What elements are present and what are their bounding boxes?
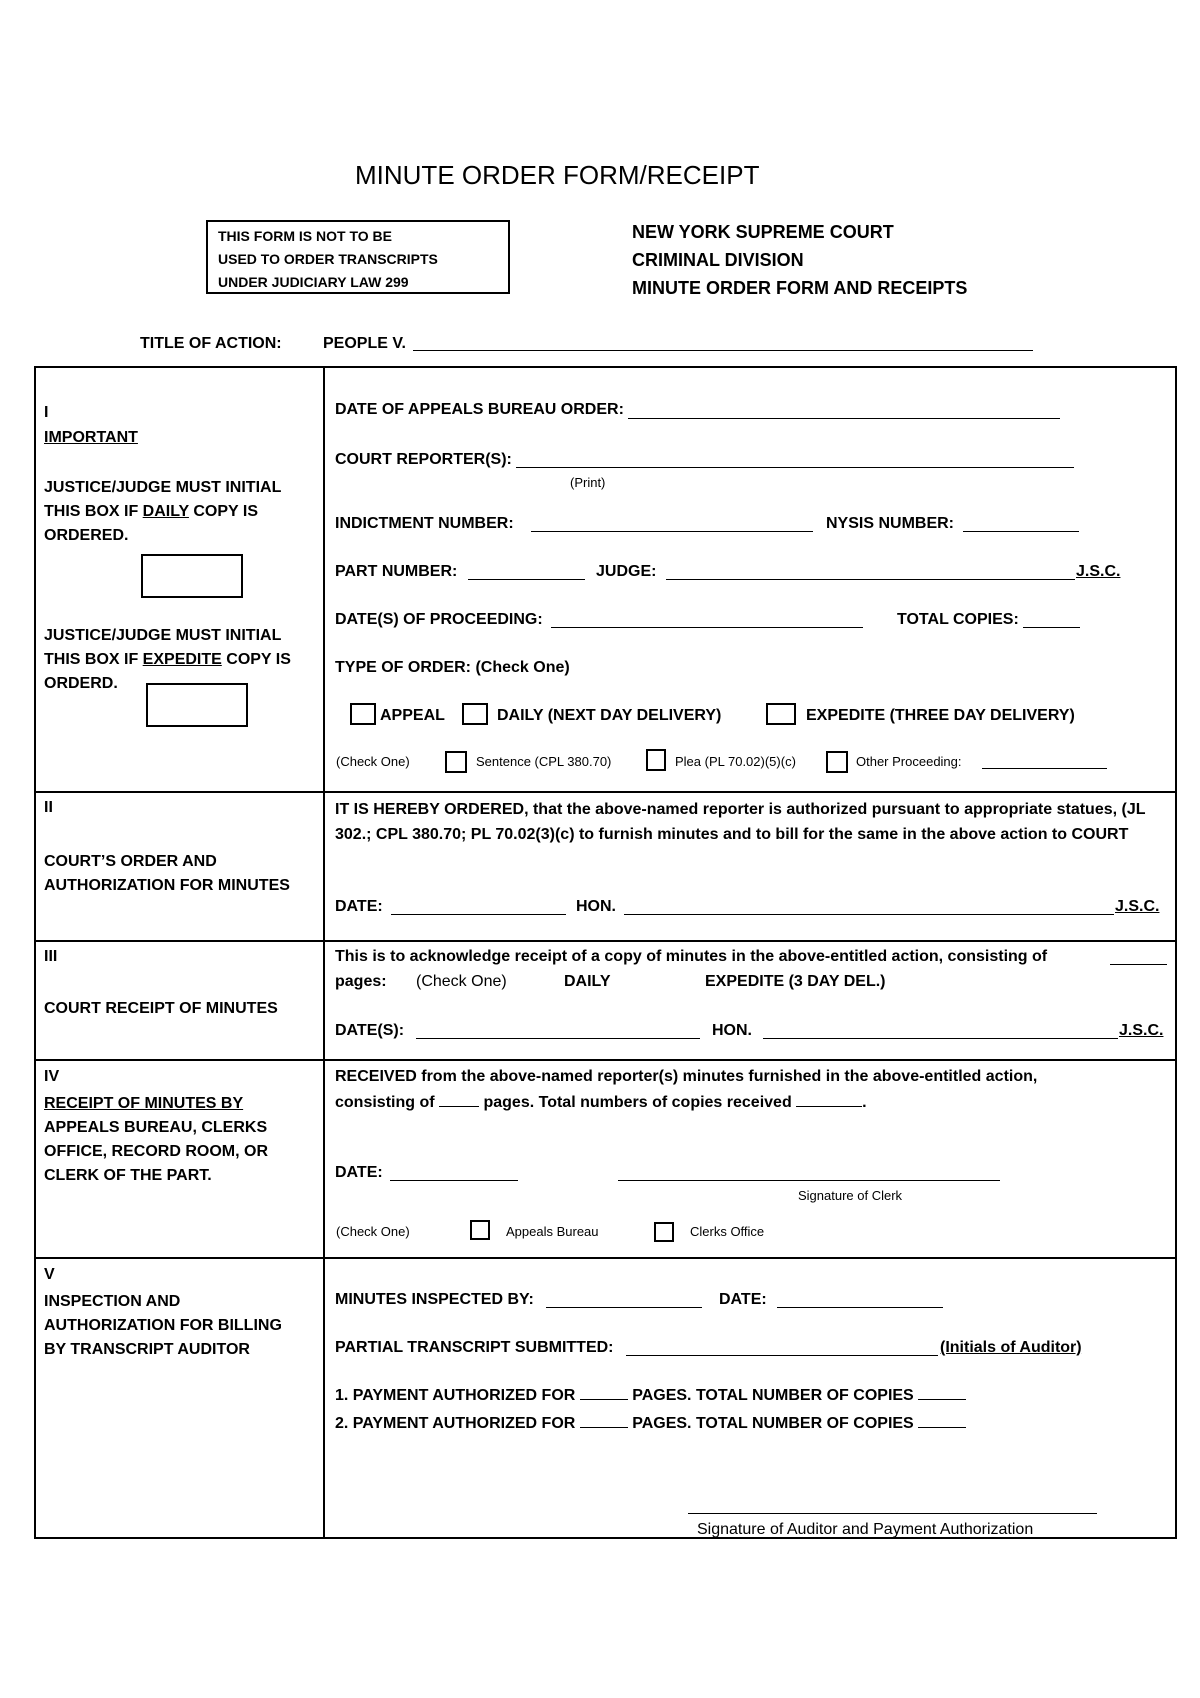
daily-checkbox[interactable] (462, 703, 488, 725)
daily-initial-box[interactable] (141, 554, 243, 598)
section-4-date-label: DATE: (335, 1164, 383, 1181)
nysis-field[interactable] (963, 531, 1079, 532)
section-5-numeral: V (44, 1266, 55, 1283)
table-column-divider (323, 366, 325, 1539)
clerks-office-checkbox[interactable] (654, 1222, 674, 1242)
received-period: . (862, 1094, 867, 1111)
court-reporters-label: COURT REPORTER(S): (335, 451, 512, 468)
indictment-label: INDICTMENT NUMBER: (335, 515, 514, 532)
row-divider-2 (34, 940, 1177, 942)
section-2-jsc: J.S.C. (1115, 898, 1160, 915)
dates-proceeding-field[interactable] (551, 627, 863, 628)
section-4-label-a: RECEIPT OF MINUTES BY (44, 1095, 244, 1112)
sentence-label: Sentence (CPL 380.70) (476, 754, 612, 769)
inspected-by-label: MINUTES INSPECTED BY: (335, 1291, 534, 1308)
court-heading (632, 218, 967, 302)
section-3-jsc: J.S.C. (1119, 1022, 1164, 1039)
received-total: pages. Total numbers of copies received (483, 1094, 792, 1111)
section-4-label-b: APPEALS BUREAU, CLERKS (44, 1119, 268, 1136)
row-divider-4 (34, 1257, 1177, 1259)
court-line-2: CRIMINAL DIVISION (632, 250, 804, 270)
payment-line-1 (335, 1385, 966, 1406)
section-4-label-d: CLERK OF THE PART. (44, 1167, 212, 1184)
payment-2-pages-field[interactable] (580, 1413, 628, 1428)
expedite-instruction-a: JUSTICE/JUDGE MUST INITIAL (44, 627, 282, 644)
section-5-label-b: AUTHORIZATION FOR BILLING (44, 1317, 282, 1334)
received-copies-field[interactable] (796, 1092, 862, 1107)
other-proceeding-field[interactable] (982, 768, 1107, 769)
date-appeals-label: DATE OF APPEALS BUREAU ORDER: (335, 401, 624, 418)
form-title: MINUTE ORDER FORM/RECEIPT (355, 160, 760, 190)
payment-2-copies-field[interactable] (918, 1413, 966, 1428)
partial-transcript-field[interactable] (626, 1355, 938, 1356)
sentence-checkbox[interactable] (445, 751, 467, 773)
expedite-instruction-b: THIS BOX IF EXPEDITE COPY IS (44, 651, 291, 668)
court-line-1: NEW YORK SUPREME COURT (632, 222, 894, 242)
print-hint: (Print) (570, 475, 606, 490)
payment-1-label: 1. PAYMENT AUTHORIZED FOR (335, 1387, 576, 1404)
plea-label: Plea (PL 70.02)(5)(c) (675, 754, 796, 769)
daily-instruction (44, 476, 281, 548)
partial-transcript-label: PARTIAL TRANSCRIPT SUBMITTED: (335, 1339, 614, 1356)
section-4-numeral: IV (44, 1068, 60, 1085)
appeal-checkbox[interactable] (350, 703, 376, 725)
section-3-label: COURT RECEIPT OF MINUTES (44, 1000, 278, 1017)
row-divider-3 (34, 1059, 1177, 1061)
appeals-bureau-checkbox[interactable] (470, 1220, 490, 1240)
section-2-label (44, 850, 290, 898)
people-v-field[interactable] (413, 350, 1033, 351)
court-reporters-field[interactable] (516, 467, 1074, 468)
payment-1-pages-field[interactable] (580, 1385, 628, 1400)
date-appeals-field[interactable] (628, 418, 1060, 419)
clerk-signature-label: Signature of Clerk (798, 1188, 903, 1203)
judge-label: JUDGE: (596, 563, 657, 580)
received-text-b (335, 1092, 867, 1113)
indictment-field[interactable] (531, 531, 813, 532)
section-2-date-field[interactable] (391, 914, 566, 915)
dates-proceeding-label: DATE(S) OF PROCEEDING: (335, 611, 543, 628)
receipt-text-a: This is to acknowledge receipt of a copy of minutes in the above-entitled action, consisting of (335, 948, 1048, 965)
section-2-date-label: DATE: (335, 898, 383, 915)
inspected-by-field[interactable] (546, 1307, 702, 1308)
section-4-date-field[interactable] (390, 1180, 518, 1181)
important-label: IMPORTANT (44, 429, 138, 446)
receipt-pages-label: pages: (335, 973, 387, 990)
payment-1-copies-field[interactable] (918, 1385, 966, 1400)
section-3-hon-field[interactable] (763, 1038, 1118, 1039)
section-1-numeral: I (44, 404, 49, 421)
proceeding-check-one: (Check One) (336, 754, 410, 769)
auditor-signature-label: Signature of Auditor and Payment Authorization (697, 1521, 1034, 1538)
section-3-hon-label: HON. (712, 1022, 752, 1039)
receipt-check-one: (Check One) (416, 973, 507, 990)
row-divider-1 (34, 791, 1177, 793)
payment-2-copies-label: PAGES. TOTAL NUMBER OF COPIES (632, 1415, 914, 1432)
section-4-check-one: (Check One) (336, 1224, 410, 1239)
judge-jsc: J.S.C. (1076, 563, 1121, 580)
initials-of-auditor: (Initials of Auditor) (940, 1339, 1082, 1356)
nysis-label: NYSIS NUMBER: (826, 515, 955, 532)
payment-1-copies-label: PAGES. TOTAL NUMBER OF COPIES (632, 1387, 914, 1404)
part-number-field[interactable] (468, 579, 585, 580)
type-of-order-label: TYPE OF ORDER: (Check One) (335, 659, 570, 676)
clerk-signature-field[interactable] (618, 1180, 1000, 1181)
receipt-pages-field[interactable] (1110, 964, 1167, 965)
section-2-hon-field[interactable] (624, 914, 1114, 915)
notice-box (206, 220, 510, 294)
order-text: IT IS HEREBY ORDERED, that the above-named reporter is authorized pursuant to appropriate statues, (JL 302.; CPL 380.70; PL 70.02(3)(c) to furnish minutes and to bill for the same in the above action to COURT (335, 801, 1146, 843)
total-copies-label: TOTAL COPIES: (897, 611, 1019, 628)
received-consisting: consisting of (335, 1094, 435, 1111)
expedite-instruction-c: ORDERD. (44, 675, 118, 692)
total-copies-field[interactable] (1023, 627, 1080, 628)
expedite-initial-box[interactable] (146, 683, 248, 727)
judge-field[interactable] (666, 579, 1075, 580)
section-5-label (44, 1290, 282, 1362)
title-of-action-label: TITLE OF ACTION: (140, 335, 282, 352)
section-2-label-a: COURT’S ORDER AND (44, 853, 217, 870)
other-proceeding-checkbox[interactable] (826, 751, 848, 773)
other-proceeding-label: Other Proceeding: (856, 754, 962, 769)
daily-instruction-c: ORDERED. (44, 527, 129, 544)
plea-checkbox[interactable] (646, 749, 666, 771)
inspected-date-field[interactable] (777, 1307, 943, 1308)
section-3-numeral: III (44, 948, 58, 965)
payment-2-label: 2. PAYMENT AUTHORIZED FOR (335, 1415, 576, 1432)
section-5-label-a: INSPECTION AND (44, 1293, 181, 1310)
section-2-numeral: II (44, 799, 53, 816)
section-4-label-c: OFFICE, RECORD ROOM, OR (44, 1143, 268, 1160)
daily-instruction-b: THIS BOX IF DAILY COPY IS (44, 503, 258, 520)
section-3-dates-label: DATE(S): (335, 1022, 405, 1039)
appeal-label: APPEAL (380, 707, 445, 724)
part-number-label: PART NUMBER: (335, 563, 458, 580)
notice-line-1: THIS FORM IS NOT TO BE (218, 228, 392, 244)
payment-line-2 (335, 1413, 966, 1434)
notice-line-2: USED TO ORDER TRANSCRIPTS (218, 251, 438, 267)
inspected-date-label: DATE: (719, 1291, 767, 1308)
expedite-checkbox[interactable] (766, 703, 796, 725)
daily-label: DAILY (NEXT DAY DELIVERY) (497, 707, 722, 724)
clerks-office-label: Clerks Office (690, 1224, 765, 1239)
receipt-expedite: EXPEDITE (3 DAY DEL.) (705, 973, 886, 990)
section-4-label (44, 1092, 268, 1188)
daily-instruction-a: JUSTICE/JUDGE MUST INITIAL (44, 479, 282, 496)
appeals-bureau-label: Appeals Bureau (506, 1224, 599, 1239)
received-pages-field[interactable] (439, 1092, 479, 1107)
court-line-3: MINUTE ORDER FORM AND RECEIPTS (632, 278, 968, 298)
people-v-label: PEOPLE V. (323, 335, 406, 352)
auditor-signature-field[interactable] (688, 1513, 1097, 1514)
section-2-label-b: AUTHORIZATION FOR MINUTES (44, 877, 290, 894)
section-2-hon-label: HON. (576, 898, 616, 915)
notice-line-3: UNDER JUDICIARY LAW 299 (218, 274, 409, 290)
received-text-a: RECEIVED from the above-named reporter(s) minutes furnished in the above-entitled action, (335, 1068, 1038, 1085)
section-3-dates-field[interactable] (416, 1038, 700, 1039)
section-5-label-c: BY TRANSCRIPT AUDITOR (44, 1341, 250, 1358)
expedite-label: EXPEDITE (THREE DAY DELIVERY) (806, 707, 1075, 724)
receipt-daily: DAILY (564, 973, 611, 990)
